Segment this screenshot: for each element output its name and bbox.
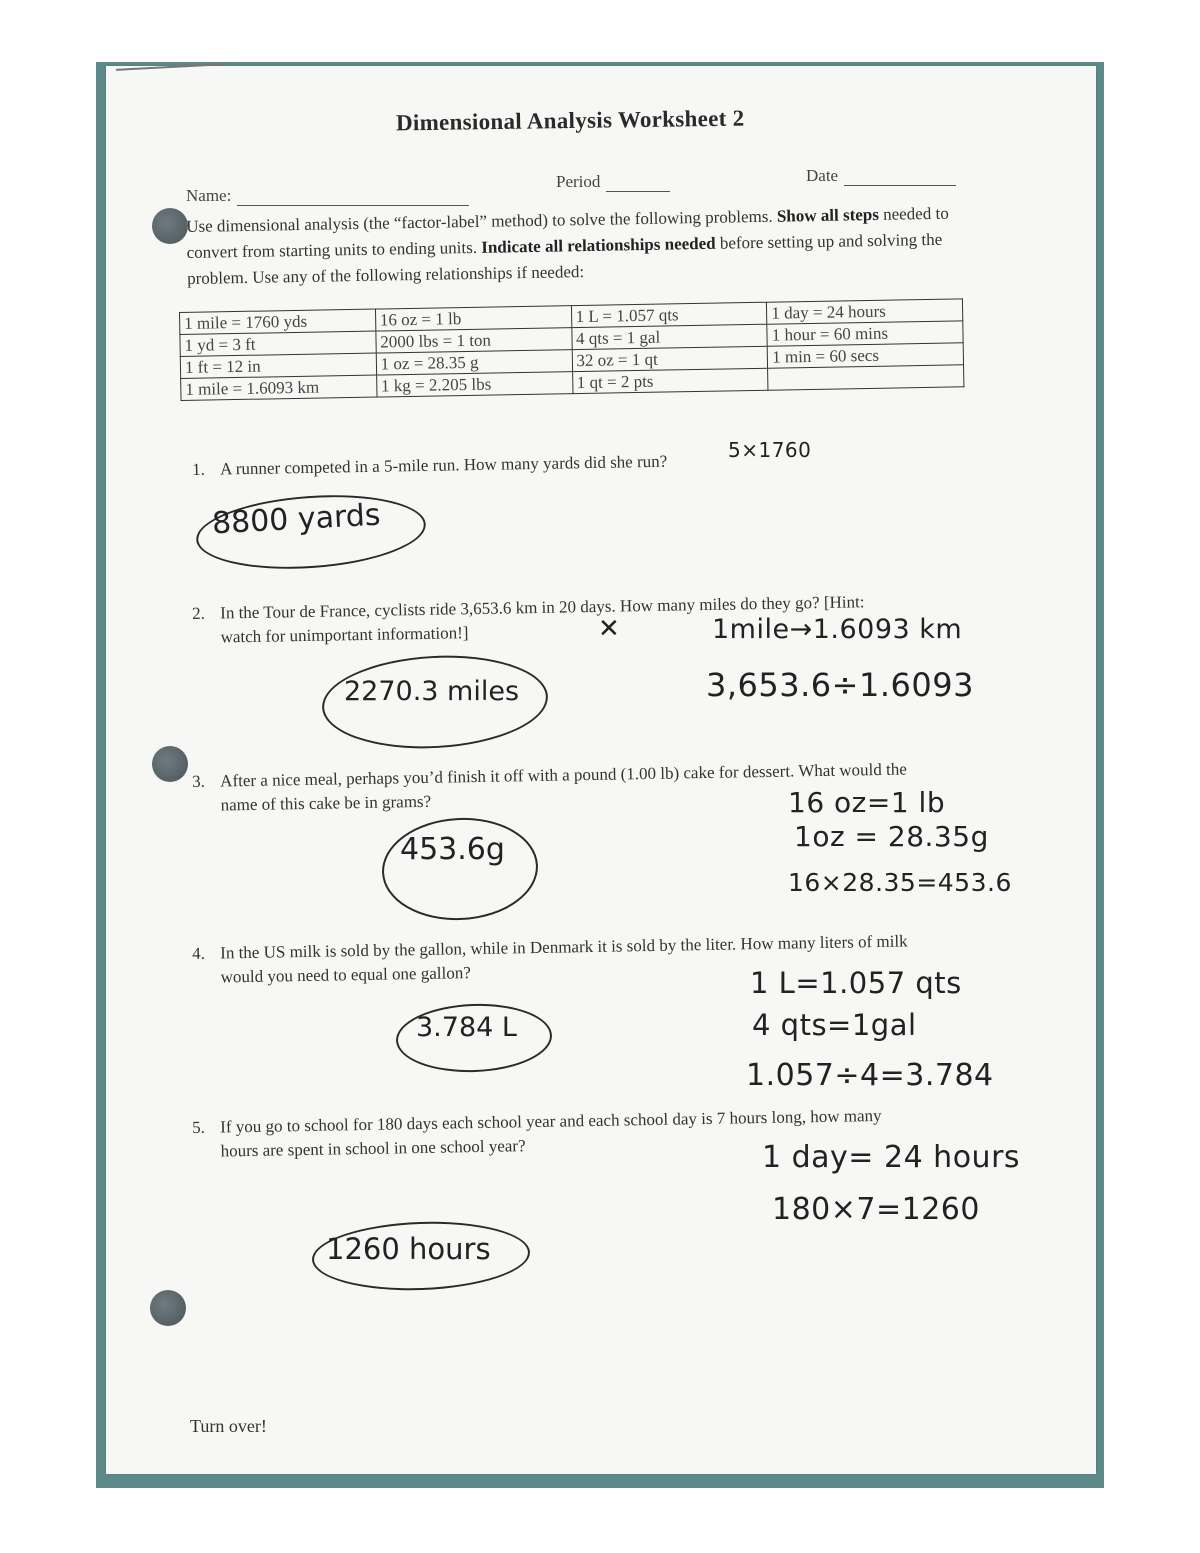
table-cell: 1 min = 60 secs [767,343,963,368]
table-cell: 1 L = 1.057 qts [571,302,767,327]
table-cell: 1 mile = 1.6093 km [181,375,377,400]
period-line [606,177,670,192]
table-cell: 1 qt = 2 pts [572,368,768,393]
question-text-continued: name of this cake be in grams? [220,791,432,815]
question-text-continued: would you need to equal one gallon? [220,963,471,987]
question-text-continued: watch for unimportant information!] [220,623,469,647]
instructions-text-1: Use dimensional analysis (the “factor-label” method) to solve the following problems. [186,206,778,236]
question-text-continued: hours are spent in school in one school year? [220,1136,526,1161]
question-text: In the US milk is sold by the gallon, while in Denmark it is sold by the liter. How many liters of milk [220,931,908,963]
work-line: 1 L=1.057 qts [750,966,962,1000]
table-cell: 1 day = 24 hours [767,299,963,324]
question-number: 3. [192,771,206,791]
instructions [186,200,977,292]
question-text: After a nice meal, perhaps you’d finish it off with a pound (1.00 lb) cake for dessert. What would the [220,759,907,791]
work-line: 1oz = 28.35g [794,820,989,853]
table-cell: 1 oz = 28.35 g [376,350,572,375]
work-line: 1 day= 24 hours [762,1140,1021,1175]
question-text: A runner competed in a 5-mile run. How many yards did she run? [220,451,668,479]
period-label: Period [556,172,601,191]
table-cell: 2000 lbs = 1 ton [376,328,572,353]
question-number: 2. [192,603,206,623]
worksheet-title: Dimensional Analysis Worksheet 2 [395,105,745,136]
question-number: 5. [192,1117,206,1137]
punch-hole-bottom [150,1290,186,1326]
relationships-table [179,298,964,401]
table-cell: 32 oz = 1 qt [572,346,768,371]
instructions-text-2: needed to convert from starting units to ending units. [186,203,949,262]
table-cell: 4 qts = 1 gal [571,324,767,349]
name-line [237,191,469,206]
table-cell: 1 yd = 3 ft [180,331,376,356]
work-line: 1mile→1.6093 km [712,614,963,645]
work-line: 4 qts=1gal [752,1008,917,1042]
work-line: 3,653.6÷1.6093 [706,666,974,704]
answer-1: 8800 yards [211,497,382,542]
answer-4: 3.784 L [416,1012,517,1043]
punch-hole-middle [152,746,188,782]
cross-mark-icon: ✕ [598,614,621,644]
name-label: Name: [186,186,232,205]
work-line: 5×1760 [728,438,812,462]
work-line: 16 oz=1 lb [788,786,946,819]
work-line: 16×28.35=453.6 [788,868,1012,897]
instructions-bold-2: Indicate all relationships needed [481,233,716,257]
period-field[interactable] [556,172,670,192]
question-text: If you go to school for 180 days each school year and each school day is 7 hours long, how many [220,1105,882,1137]
answer-2: 2270.3 miles [344,676,520,707]
work-line: 1.057÷4=3.784 [746,1058,994,1093]
work-line: 180×7=1260 [772,1192,980,1227]
date-label: Date [806,166,839,185]
name-field[interactable] [186,186,469,206]
table-cell: 1 hour = 60 mins [767,321,963,346]
table-cell: 16 oz = 1 lb [375,306,571,331]
table-cell: 1 ft = 12 in [180,353,376,378]
date-line [844,171,956,186]
answer-5: 1260 hours [326,1232,491,1266]
table-cell: 1 mile = 1760 yds [180,309,376,334]
question-number: 4. [192,943,206,963]
turn-over-note: Turn over! [190,1416,267,1436]
question-number: 1. [192,459,206,479]
instructions-text-3: before setting up and solving the problem. Use any of the following relationships if needed: [186,229,943,288]
punch-hole-top [152,208,188,244]
answer-3: 453.6g [400,832,505,867]
table-cell [768,365,964,390]
instructions-bold-1: Show all steps [776,204,880,226]
question-text: In the Tour de France, cyclists ride 3,653.6 km in 20 days. How many miles do they go? [Hint: [220,592,865,623]
date-field[interactable] [806,166,956,186]
table-cell: 1 kg = 2.205 lbs [376,372,572,397]
